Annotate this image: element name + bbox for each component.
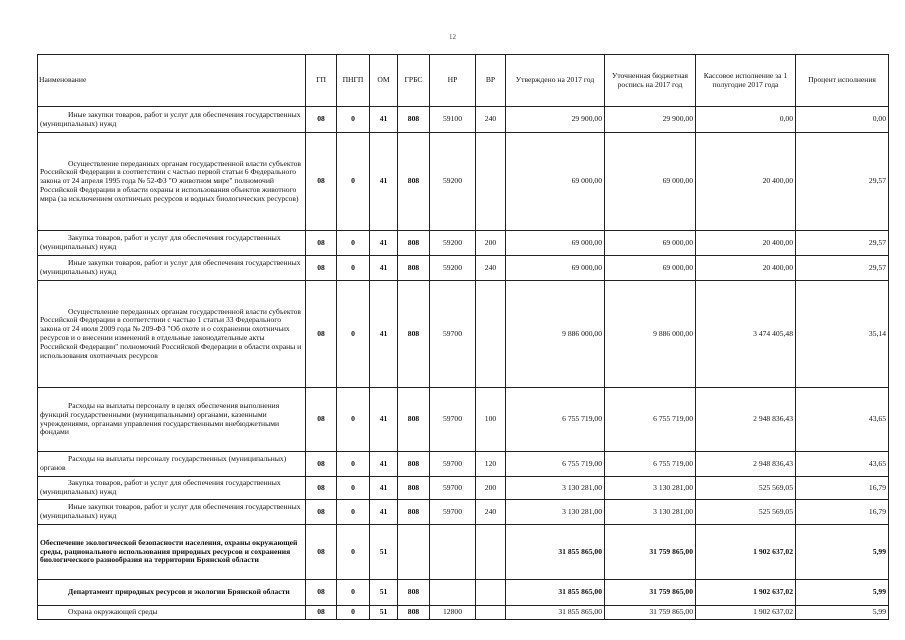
row-grbs: 808 — [398, 606, 430, 620]
header-percent: Процент исполнения — [796, 55, 889, 107]
row-nr — [430, 580, 476, 606]
row-refined: 69 000,00 — [605, 231, 696, 256]
row-percent: 29,57 — [796, 256, 889, 281]
row-vr — [476, 281, 506, 388]
row-approved: 6 755 719,00 — [506, 388, 605, 452]
table-row — [38, 281, 889, 388]
row-name: Осуществление переданных органам государственной власти субъектов Российской Федерации в соответствии с частью 1 статьи 33 Федерального закона от 24 июля 2009 года № 209-ФЗ "Об охоте и о сохранении охотничьих ресурсов и о внесении изменений в отдельные законодательные акты Российской Федерации" полномочий Российской Федерации в области охраны и использования охотничьих ресурсов — [38, 281, 306, 388]
row-om: 41 — [370, 107, 398, 133]
row-refined: 3 130 281,00 — [605, 477, 696, 500]
row-cash: 1 902 637,02 — [696, 525, 796, 580]
row-cash: 0,00 — [696, 107, 796, 133]
row-nr: 59200 — [430, 133, 476, 231]
row-percent: 5,99 — [796, 525, 889, 580]
row-pgp: 0 — [337, 500, 370, 525]
row-percent: 16,79 — [796, 477, 889, 500]
row-grbs: 808 — [398, 133, 430, 231]
row-vr — [476, 580, 506, 606]
row-vr — [476, 525, 506, 580]
row-nr: 59700 — [430, 388, 476, 452]
row-refined: 31 759 865,00 — [605, 525, 696, 580]
row-approved: 69 000,00 — [506, 231, 605, 256]
table-row — [38, 477, 889, 500]
table-row — [38, 107, 889, 133]
row-name: Расходы на выплаты персоналу в целях обеспечения выполнения функций государственными (муниципальными) органами, казенными учреждениями, органами управления государственными внебюджетными фондами — [38, 388, 306, 452]
row-om: 41 — [370, 452, 398, 477]
row-approved: 69 000,00 — [506, 133, 605, 231]
row-refined: 9 886 000,00 — [605, 281, 696, 388]
row-vr: 120 — [476, 452, 506, 477]
row-pgp: 0 — [337, 606, 370, 620]
row-grbs: 808 — [398, 107, 430, 133]
header-grbs: ГРБС — [398, 55, 430, 107]
row-name: Закупка товаров, работ и услуг для обеспечения государственных (муниципальных) нужд — [38, 477, 306, 500]
row-name: Департамент природных ресурсов и экологии Брянской области — [38, 580, 306, 606]
row-pgp: 0 — [337, 107, 370, 133]
header-om: ОМ — [370, 55, 398, 107]
row-approved: 31 855 865,00 — [506, 525, 605, 580]
row-gp: 08 — [306, 281, 337, 388]
row-nr: 59700 — [430, 281, 476, 388]
row-name: Закупка товаров, работ и услуг для обеспечения государственных (муниципальных) нужд — [38, 231, 306, 256]
row-pgp: 0 — [337, 256, 370, 281]
row-nr: 12800 — [430, 606, 476, 620]
row-refined: 6 755 719,00 — [605, 452, 696, 477]
row-gp: 08 — [306, 500, 337, 525]
row-gp: 08 — [306, 452, 337, 477]
row-refined: 3 130 281,00 — [605, 500, 696, 525]
row-approved: 29 900,00 — [506, 107, 605, 133]
row-om: 41 — [370, 133, 398, 231]
header-name: Наименование — [38, 55, 306, 107]
row-pgp: 0 — [337, 133, 370, 231]
row-gp: 08 — [306, 388, 337, 452]
row-percent: 29,57 — [796, 231, 889, 256]
row-percent: 5,99 — [796, 606, 889, 620]
row-om: 41 — [370, 500, 398, 525]
row-nr: 59200 — [430, 231, 476, 256]
row-percent: 43,65 — [796, 452, 889, 477]
header-nr: НР — [430, 55, 476, 107]
header-vr: ВР — [476, 55, 506, 107]
row-nr: 59200 — [430, 256, 476, 281]
row-gp: 08 — [306, 477, 337, 500]
row-approved: 69 000,00 — [506, 256, 605, 281]
row-approved: 6 755 719,00 — [506, 452, 605, 477]
row-vr: 240 — [476, 256, 506, 281]
row-grbs: 808 — [398, 477, 430, 500]
row-cash: 525 569,05 — [696, 477, 796, 500]
row-om: 41 — [370, 256, 398, 281]
table-row — [38, 388, 889, 452]
row-om: 41 — [370, 388, 398, 452]
row-name: Иные закупки товаров, работ и услуг для обеспечения государственных (муниципальных) нужд — [38, 256, 306, 281]
row-approved: 31 855 865,00 — [506, 606, 605, 620]
table-row — [38, 133, 889, 231]
row-vr: 200 — [476, 231, 506, 256]
page-number: 12 — [449, 33, 456, 41]
header-row — [38, 55, 889, 107]
row-percent: 29,57 — [796, 133, 889, 231]
row-refined: 29 900,00 — [605, 107, 696, 133]
row-percent: 35,14 — [796, 281, 889, 388]
row-om: 51 — [370, 606, 398, 620]
header-pgp: ПНГП — [337, 55, 370, 107]
table-row — [38, 500, 889, 525]
row-refined: 69 000,00 — [605, 133, 696, 231]
row-grbs: 808 — [398, 580, 430, 606]
table-row — [38, 580, 889, 606]
row-nr: 59700 — [430, 500, 476, 525]
row-percent: 5,99 — [796, 580, 889, 606]
table-row — [38, 231, 889, 256]
row-grbs: 808 — [398, 256, 430, 281]
row-gp: 08 — [306, 580, 337, 606]
row-grbs: 808 — [398, 452, 430, 477]
row-cash: 1 902 637,02 — [696, 606, 796, 620]
row-cash: 20 400,00 — [696, 133, 796, 231]
row-pgp: 0 — [337, 231, 370, 256]
row-grbs: 808 — [398, 231, 430, 256]
row-grbs: 808 — [398, 388, 430, 452]
row-approved: 9 886 000,00 — [506, 281, 605, 388]
table-row — [38, 525, 889, 580]
row-cash: 2 948 836,43 — [696, 388, 796, 452]
row-percent: 43,65 — [796, 388, 889, 452]
row-name: Обеспечение экологической безопасности населения, охраны окружающей среды, рационального использования природных ресурсов и сохранения биологического разнообразия на территории Брянской области — [38, 525, 306, 580]
row-pgp: 0 — [337, 281, 370, 388]
row-vr: 100 — [476, 388, 506, 452]
header-approved: Утверждено на 2017 год — [506, 55, 605, 107]
row-gp: 08 — [306, 107, 337, 133]
row-name: Иные закупки товаров, работ и услуг для обеспечения государственных (муниципальных) нужд — [38, 107, 306, 133]
row-pgp: 0 — [337, 452, 370, 477]
budget-table — [37, 54, 889, 620]
row-pgp: 0 — [337, 525, 370, 580]
row-name: Охрана окружающей среды — [38, 606, 306, 620]
row-name: Расходы на выплаты персоналу государственных (муниципальных) органов — [38, 452, 306, 477]
row-gp: 08 — [306, 256, 337, 281]
table-row — [38, 452, 889, 477]
row-percent: 0,00 — [796, 107, 889, 133]
row-cash: 3 474 405,48 — [696, 281, 796, 388]
row-refined: 31 759 865,00 — [605, 606, 696, 620]
row-om: 41 — [370, 231, 398, 256]
row-om: 41 — [370, 281, 398, 388]
row-approved: 3 130 281,00 — [506, 500, 605, 525]
header-refined: Уточненная бюджетная роспись на 2017 год — [605, 55, 696, 107]
row-nr: 59700 — [430, 477, 476, 500]
table-row — [38, 256, 889, 281]
row-vr: 240 — [476, 500, 506, 525]
row-grbs: 808 — [398, 281, 430, 388]
row-percent: 16,79 — [796, 500, 889, 525]
row-vr: 200 — [476, 477, 506, 500]
row-cash: 2 948 836,43 — [696, 452, 796, 477]
row-nr — [430, 525, 476, 580]
row-approved: 31 855 865,00 — [506, 580, 605, 606]
row-gp: 08 — [306, 231, 337, 256]
row-vr — [476, 606, 506, 620]
row-gp: 08 — [306, 525, 337, 580]
row-gp: 08 — [306, 606, 337, 620]
row-cash: 525 569,05 — [696, 500, 796, 525]
row-approved: 3 130 281,00 — [506, 477, 605, 500]
row-cash: 20 400,00 — [696, 256, 796, 281]
row-refined: 69 000,00 — [605, 256, 696, 281]
row-vr: 240 — [476, 107, 506, 133]
row-refined: 31 759 865,00 — [605, 580, 696, 606]
row-om: 41 — [370, 477, 398, 500]
row-vr — [476, 133, 506, 231]
row-cash: 1 902 637,02 — [696, 580, 796, 606]
row-nr: 59700 — [430, 452, 476, 477]
row-name: Осуществление переданных органам государственной власти субъектов Российской Федерации в соответствии с частью первой статьи 6 Федерального закона от 24 апреля 1995 года № 52-ФЗ "О животном мире" полномочий Российской Федерации в области охраны и использования объектов животного мира (за исключением охотничьих ресурсов и водных биологических ресурсов) — [38, 133, 306, 231]
row-pgp: 0 — [337, 580, 370, 606]
row-grbs — [398, 525, 430, 580]
row-cash: 20 400,00 — [696, 231, 796, 256]
row-om: 51 — [370, 580, 398, 606]
row-nr: 59100 — [430, 107, 476, 133]
row-name: Иные закупки товаров, работ и услуг для обеспечения государственных (муниципальных) нужд — [38, 500, 306, 525]
row-pgp: 0 — [337, 477, 370, 500]
row-grbs: 808 — [398, 500, 430, 525]
row-pgp: 0 — [337, 388, 370, 452]
table-row — [38, 606, 889, 620]
header-gp: ГП — [306, 55, 337, 107]
row-refined: 6 755 719,00 — [605, 388, 696, 452]
header-cash: Кассовое исполнение за 1 полугодие 2017 года — [696, 55, 796, 107]
row-om: 51 — [370, 525, 398, 580]
row-gp: 08 — [306, 133, 337, 231]
